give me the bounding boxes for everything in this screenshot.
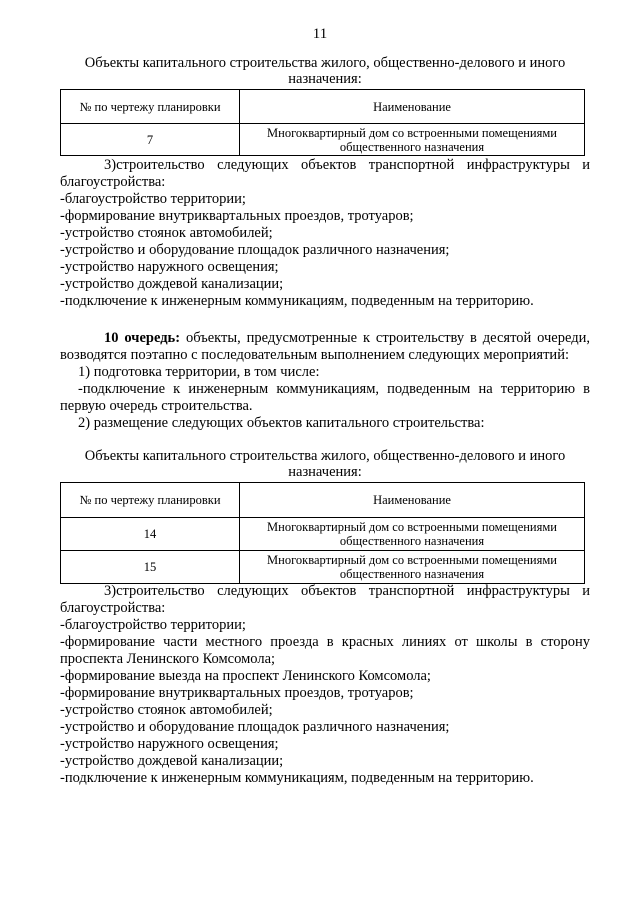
list-intro-cont: благоустройства: [60, 174, 166, 190]
objects-table [60, 89, 585, 156]
cell-name-line: общественного назначения [339, 139, 485, 154]
cell-name-line: общественного назначения [339, 567, 485, 581]
list-intro: 3)строительство следующих объектов транспортной инфраструктуры и [104, 157, 590, 173]
cell-name [240, 518, 585, 551]
table-row [61, 518, 585, 551]
list-item: -благоустройство территории; [60, 617, 246, 633]
queue-10-section [60, 330, 590, 432]
step-1-sub: -подключение к инженерным коммуникациям, подведенным на территорию в [78, 381, 590, 397]
list-item: -формирование внутриквартальных проездов, тротуаров; [60, 208, 414, 224]
cell-number: 15 [61, 551, 240, 584]
caption-line: назначения: [288, 464, 362, 480]
queue-intro [60, 330, 590, 347]
cell-number: 7 [61, 124, 240, 156]
table-caption [60, 448, 590, 480]
list-intro: 3)строительство следующих объектов транспортной инфраструктуры и [104, 583, 590, 599]
list-item: -устройство наружного освещения; [60, 736, 279, 752]
table-row [61, 124, 585, 156]
queue-intro-cont: возводятся поэтапно с последовательным выполнением следующих мероприятий: [60, 347, 569, 363]
header-cell-number: № по чертежу планировки [61, 90, 240, 124]
step-1: 1) подготовка территории, в том числе: [78, 364, 320, 380]
list-intro-cont: благоустройства: [60, 600, 166, 616]
cell-name-line: общественного назначения [339, 534, 485, 548]
header-cell-number: № по чертежу планировки [61, 483, 240, 518]
list-item: -устройство и оборудование площадок различного назначения; [60, 242, 450, 258]
cell-name [240, 124, 585, 156]
list-item: -устройство дождевой канализации; [60, 753, 284, 769]
cell-name [240, 551, 585, 584]
cell-name-line: Многоквартирный дом со встроенными помещениями [267, 520, 557, 534]
page-number: 11 [312, 26, 328, 42]
list-item: -благоустройство территории; [60, 191, 246, 207]
table-header-row [61, 483, 585, 518]
list-item-cont: проспекта Ленинского Комсомола; [60, 651, 276, 667]
list-item: -подключение к инженерным коммуникациям, подведенным на территорию. [60, 293, 534, 309]
step-1-sub-cont: первую очередь строительства. [60, 398, 253, 414]
caption-line: Объекты капитального строительства жилого, общественно-делового и иного [84, 448, 566, 464]
step-2: 2) размещение следующих объектов капитального строительства: [78, 415, 485, 431]
table-header-row [61, 90, 585, 124]
list-item: -устройство стоянок автомобилей; [60, 702, 273, 718]
queue-intro-text: объекты, предусмотренные к строительству в десятой очереди, [180, 330, 590, 346]
objects-table [60, 482, 585, 584]
infrastructure-list [60, 583, 590, 787]
cell-name-line: Многоквартирный дом со встроенными помещениями [267, 125, 557, 140]
list-item: -устройство стоянок автомобилей; [60, 225, 273, 241]
list-item: -устройство дождевой канализации; [60, 276, 284, 292]
list-item: -устройство наружного освещения; [60, 259, 279, 275]
list-item: -подключение к инженерным коммуникациям, подведенным на территорию. [60, 770, 534, 786]
infrastructure-list [60, 157, 590, 310]
list-item: -формирование выезда на проспект Ленинского Комсомола; [60, 668, 431, 684]
cell-name-line: Многоквартирный дом со встроенными помещениями [267, 553, 557, 567]
list-item: -устройство и оборудование площадок различного назначения; [60, 719, 450, 735]
table-row [61, 551, 585, 584]
queue-label: 10 очередь: [104, 330, 181, 346]
header-cell-name: Наименование [240, 483, 585, 518]
list-item: -формирование внутриквартальных проездов, тротуаров; [60, 685, 414, 701]
table-caption [60, 55, 590, 87]
cell-number: 14 [61, 518, 240, 551]
caption-line: назначения: [288, 71, 362, 87]
header-cell-name: Наименование [240, 90, 585, 124]
caption-line: Объекты капитального строительства жилого, общественно-делового и иного [84, 55, 566, 71]
list-item: -формирование части местного проезда в красных линиях от школы в сторону [60, 634, 590, 650]
